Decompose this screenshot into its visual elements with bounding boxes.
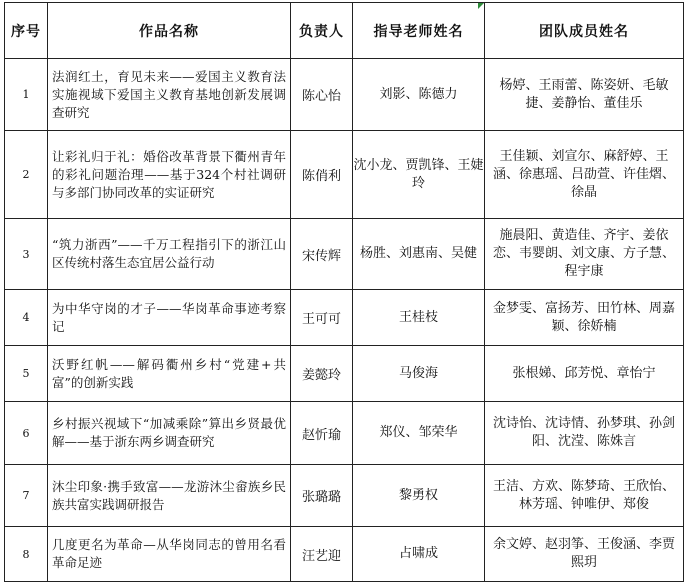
project-leader: 汪艺迎 xyxy=(291,527,353,582)
table-row xyxy=(5,219,684,290)
table-row xyxy=(5,527,684,582)
header-leader: 负责人 xyxy=(291,3,353,59)
project-advisor: 占啸成 xyxy=(353,527,485,582)
project-advisor: 王桂枝 xyxy=(353,290,485,346)
row-number: 2 xyxy=(5,131,48,219)
row-number: 4 xyxy=(5,290,48,346)
table-body xyxy=(5,59,684,582)
project-team: 王洁、方欢、陈梦琦、王欣怡、林芳瑶、钟唯伊、郑俊 xyxy=(485,465,684,527)
project-title: 沐尘印象·携手致富——龙游沐尘畲族乡民族共富实践调研报告 xyxy=(48,465,291,527)
row-number: 1 xyxy=(5,59,48,131)
project-leader: 陈心怡 xyxy=(291,59,353,131)
project-advisor: 沈小龙、贾凯锋、王婕玲 xyxy=(353,131,485,219)
row-number: 7 xyxy=(5,465,48,527)
project-leader: 赵忻瑜 xyxy=(291,402,353,465)
table-row xyxy=(5,465,684,527)
project-leader: 张璐璐 xyxy=(291,465,353,527)
project-title: “筑力浙西”——千万工程指引下的浙江山区传统村落生态宜居公益行动 xyxy=(48,219,291,290)
header-no: 序号 xyxy=(5,3,48,59)
project-title: 几度更名为革命—从华岗同志的曾用名看革命足迹 xyxy=(48,527,291,582)
project-team: 余文婷、赵羽筝、王俊涵、李贾熙玥 xyxy=(485,527,684,582)
table-row xyxy=(5,346,684,402)
project-title: 乡村振兴视域下“加减乘除”算出乡贤最优解——基于浙东两乡调查研究 xyxy=(48,402,291,465)
row-number: 5 xyxy=(5,346,48,402)
table-row xyxy=(5,290,684,346)
project-team: 沈诗怡、沈诗情、孙梦琪、孙剑阳、沈滢、陈姝言 xyxy=(485,402,684,465)
project-team: 金梦雯、富扬芳、田竹林、周嘉颖、徐娇楠 xyxy=(485,290,684,346)
project-title: 让彩礼归于礼：婚俗改革背景下衢州青年的彩礼问题治理——基于324个村社调研与多部门协同改革的实证研究 xyxy=(48,131,291,219)
project-table xyxy=(4,2,684,582)
row-number: 3 xyxy=(5,219,48,290)
project-title: 为中华守岗的才子——华岗革命事迹考察记 xyxy=(48,290,291,346)
project-team: 施晨阳、黄造佳、齐宇、姜依恋、韦婴朗、刘文康、方子慧、程宇康 xyxy=(485,219,684,290)
table-row xyxy=(5,59,684,131)
project-team: 杨婷、王雨蕾、陈姿妍、毛敏捷、姜静怡、董佳乐 xyxy=(485,59,684,131)
project-advisor: 马俊海 xyxy=(353,346,485,402)
project-leader: 宋传辉 xyxy=(291,219,353,290)
row-number: 6 xyxy=(5,402,48,465)
table-row xyxy=(5,131,684,219)
project-leader: 陈俏利 xyxy=(291,131,353,219)
header-team: 团队成员姓名 xyxy=(485,3,684,59)
project-advisor: 郑仪、邹荣华 xyxy=(353,402,485,465)
project-title: 沃野红帆——解码衢州乡村“党建+共富”的创新实践 xyxy=(48,346,291,402)
project-advisor: 杨胜、刘惠南、吴健 xyxy=(353,219,485,290)
project-leader: 姜懿玲 xyxy=(291,346,353,402)
project-leader: 王可可 xyxy=(291,290,353,346)
project-team: 王佳颖、刘宣尔、麻舒婷、王涵、徐惠瑶、吕劭萱、许佳熠、徐晶 xyxy=(485,131,684,219)
project-advisor: 刘影、陈德力 xyxy=(353,59,485,131)
project-team: 张根娣、邱芳悦、章怡宁 xyxy=(485,346,684,402)
header-row xyxy=(5,3,684,59)
table-row xyxy=(5,402,684,465)
project-title: 法润红土，育见未来——爱国主义教育法实施视域下爱国主义教育基地创新发展调查研究 xyxy=(48,59,291,131)
header-advisor: 指导老师姓名 xyxy=(353,3,485,59)
row-number: 8 xyxy=(5,527,48,582)
header-title: 作品名称 xyxy=(48,3,291,59)
project-advisor: 黎勇权 xyxy=(353,465,485,527)
